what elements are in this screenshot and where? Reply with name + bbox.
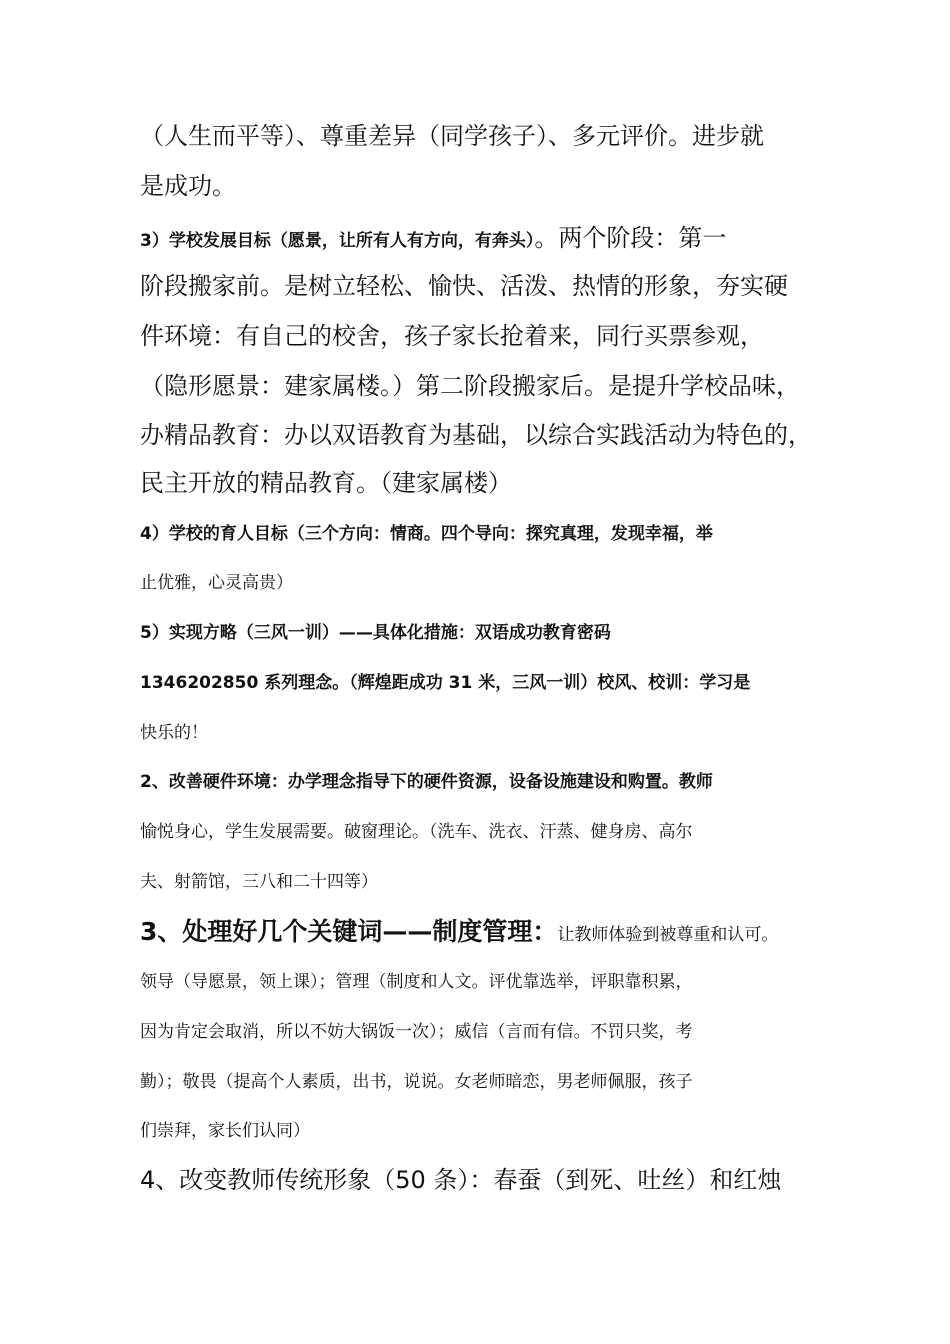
text-line-15: 愉悦身心，学生发展需要。破窗理论。（洗车、洗衣、汗蒸、健身房、高尔 <box>140 822 693 842</box>
section-3-heading: 3、处理好几个关键词——制度管理： <box>140 917 558 946</box>
item-3-tail: 。两个阶段：第一 <box>534 224 727 252</box>
text-line-16: 夫、射箭馆，三八和二十四等） <box>140 872 378 892</box>
text-line-22: 4、改变教师传统形象（50 条）：春蚕（到死、吐丝）和红烛 <box>140 1166 782 1194</box>
text-line-8: 民主开放的精品教育。（建家属楼） <box>140 469 512 497</box>
text-line-4: 阶段搬家前。是树立轻松、愉快、活泼、热情的形象，夯实硬 <box>140 272 788 300</box>
text-line-12: 1346202850 系列理念。（辉煌距成功 31 米，三风一训）校风、校训：学习是 <box>140 673 751 693</box>
text-line-21: 们崇拜，家长们认同） <box>140 1121 310 1141</box>
text-line-11: 5）实现方略（三风一训）——具体化措施：双语成功教育密码 <box>140 623 611 643</box>
text-line-18: 领导（导愿景，领上课）；管理（制度和人文。评优靠选举，评职靠积累， <box>140 972 693 992</box>
text-line-20: 勤）；敬畏（提高个人素质，出书，说说。女老师暗恋，男老师佩服，孩子 <box>140 1072 693 1092</box>
text-line-9: 4）学校的育人目标（三个方向：情商。四个导向：探究真理，发现幸福，举 <box>140 524 713 544</box>
item-3-label: 3）学校发展目标（愿景，让所有人有方向，有奔头） <box>140 231 535 251</box>
text-line-14: 2、改善硬件环境：办学理念指导下的硬件资源，设备设施建设和购置。教师 <box>140 772 713 792</box>
text-line-7: 办精品教育：办以双语教育为基础，以综合实践活动为特色的， <box>140 421 812 449</box>
text-line-3 <box>140 222 830 254</box>
text-line-13: 快乐的！ <box>140 723 208 743</box>
section-3-tail: 让教师体验到被尊重和认可。 <box>557 925 779 945</box>
text-line-17 <box>140 916 830 951</box>
text-line-1: （人生而平等）、尊重差异（同学孩子）、多元评价。进步就 <box>140 122 764 150</box>
text-line-19: 因为肯定会取消，所以不妨大锅饭一次）；威信（言而有信。不罚只奖，考 <box>140 1022 693 1042</box>
text-line-2: 是成功。 <box>140 172 236 200</box>
text-line-10: 止优雅，心灵高贵） <box>140 573 293 593</box>
text-line-6: （隐形愿景：建家属楼。）第二阶段搬家后。是提升学校品味， <box>140 372 800 400</box>
text-line-5: 件环境：有自己的校舍，孩子家长抢着来，同行买票参观， <box>140 322 764 350</box>
